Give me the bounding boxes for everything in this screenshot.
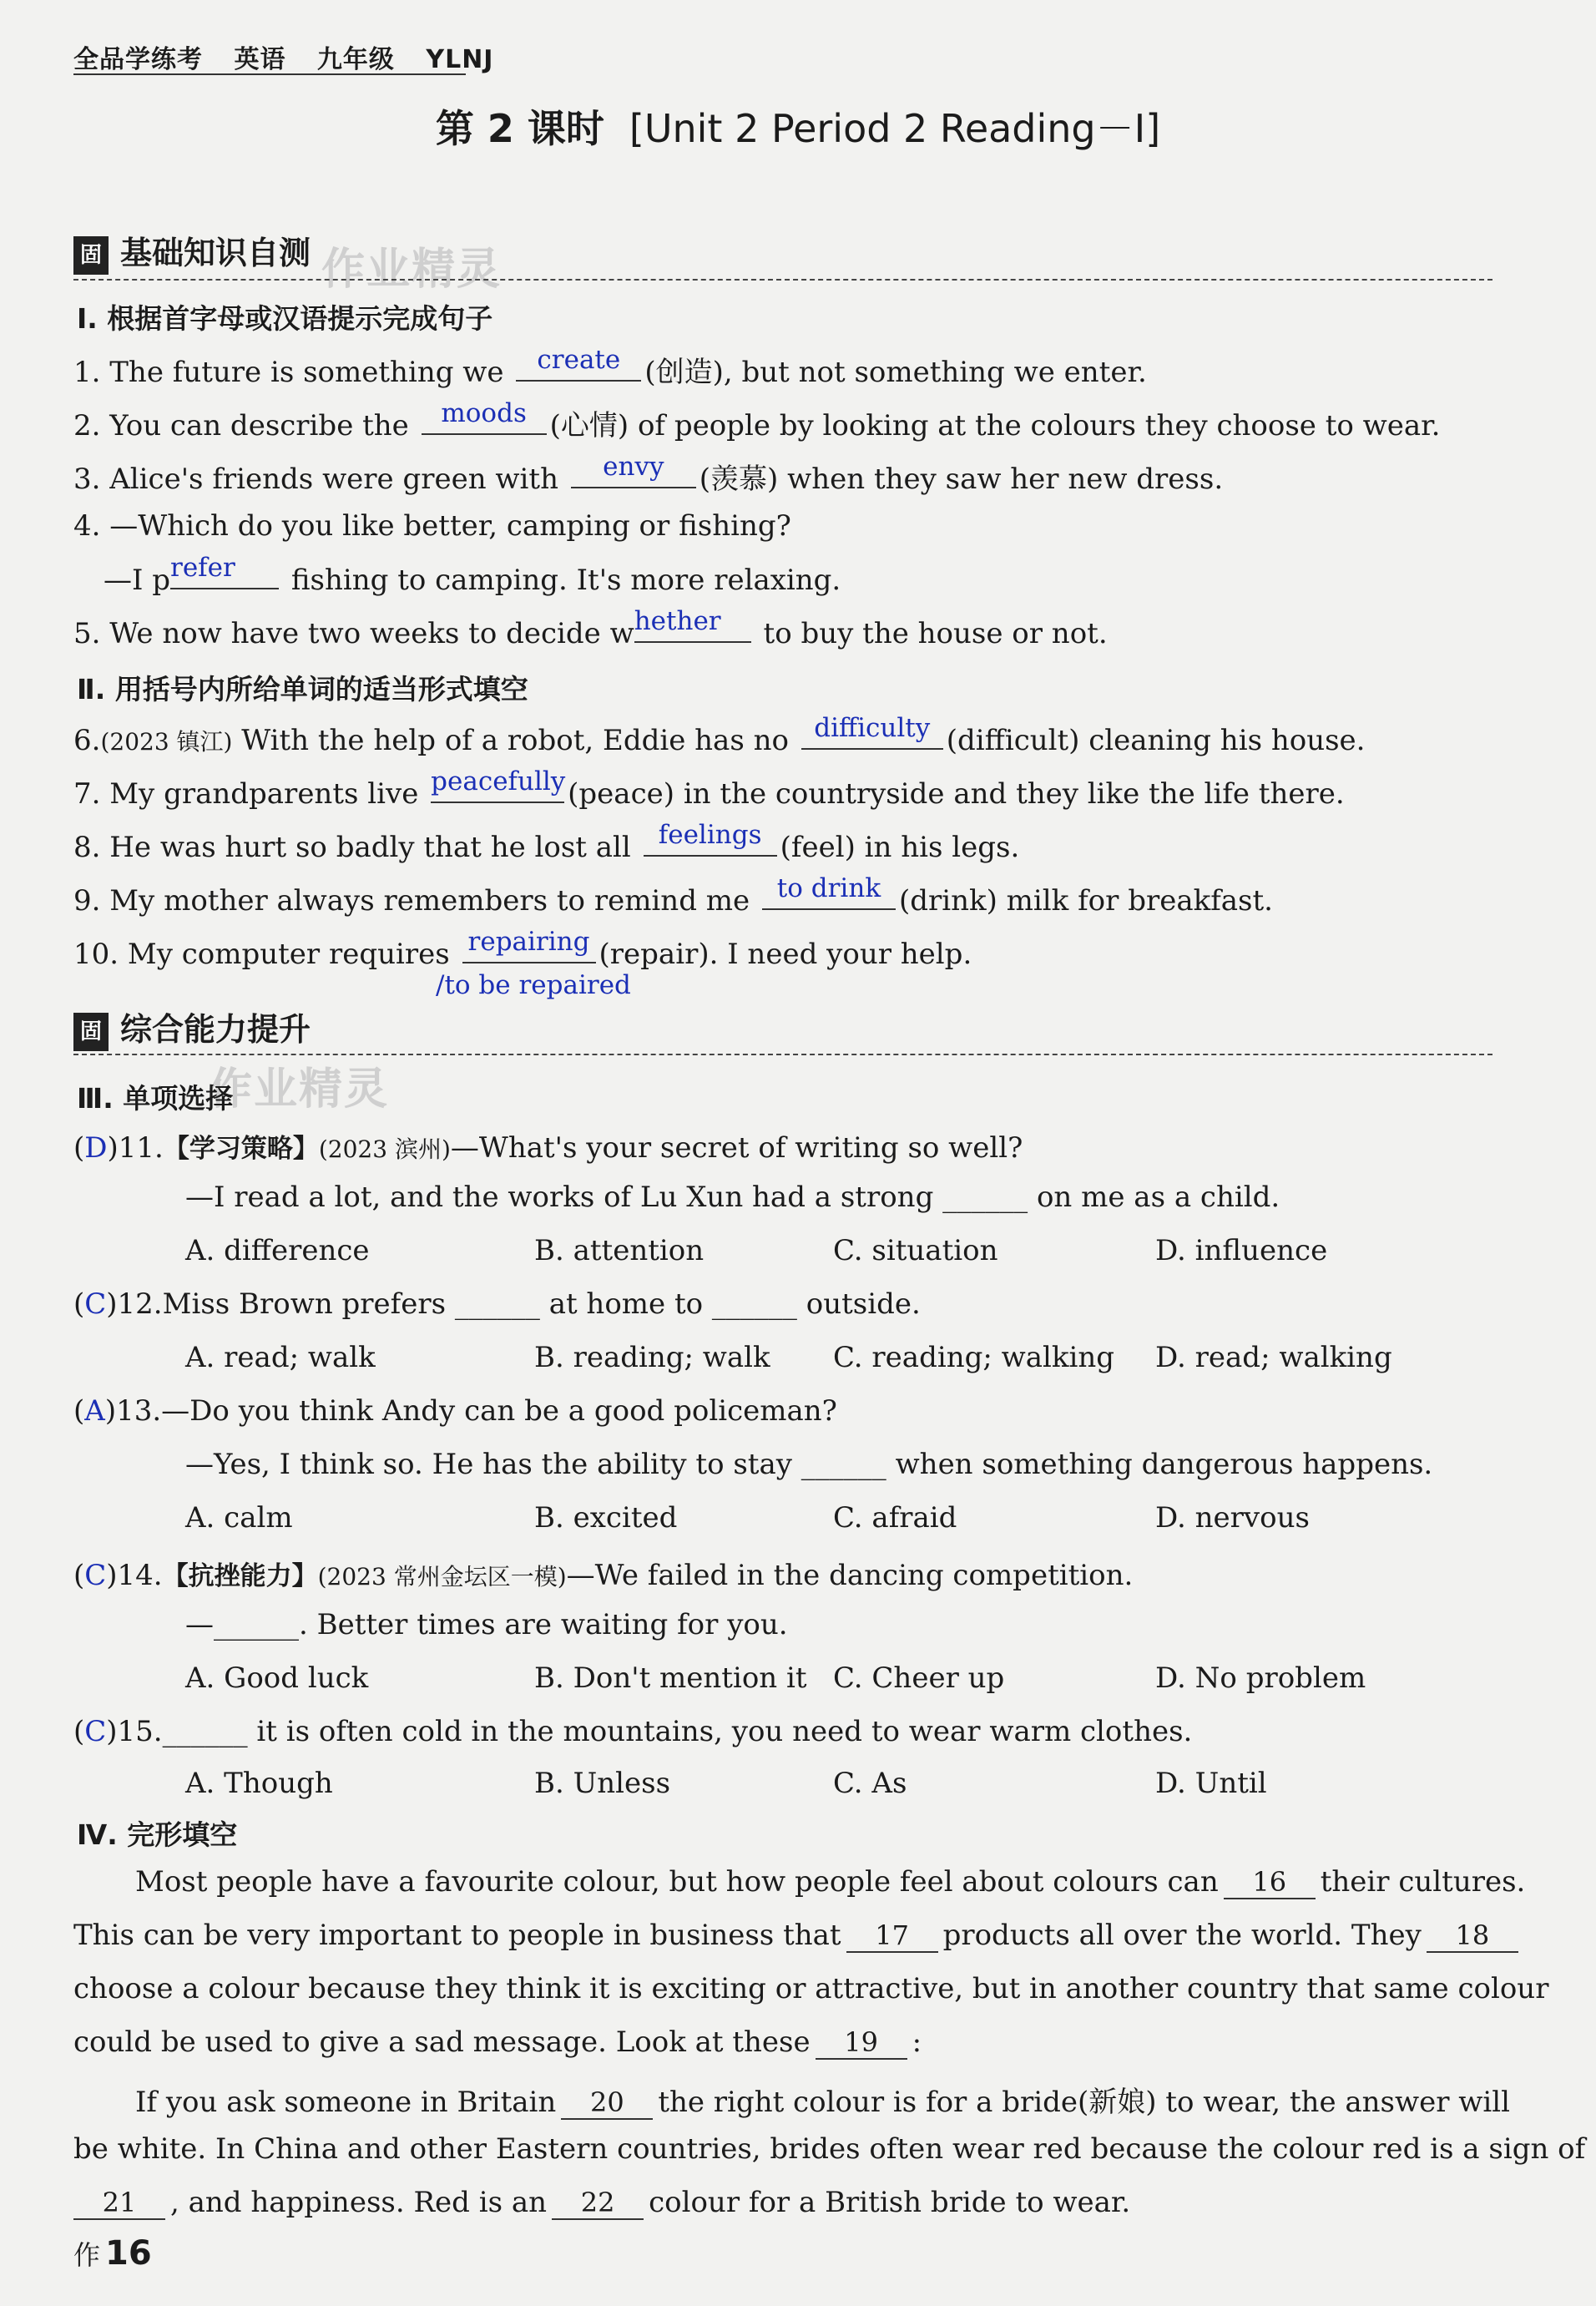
watermark: 作业精灵 xyxy=(321,245,503,295)
subject: 英语 xyxy=(234,45,286,74)
answer-blank: refer xyxy=(170,563,279,589)
answer-blank: difficulty xyxy=(801,723,943,750)
cloze-line-1: Most people have a favourite colour, but how people feel about colours can 16 their cultures. xyxy=(135,1865,1526,1899)
question-3: 3. Alice's friends were green with envy (羡慕) when they saw her new dress. xyxy=(73,452,1224,496)
mcq-15-option-a[interactable]: A. Though xyxy=(185,1767,333,1800)
cloze-line-5: If you ask someone in Britain 20 the right colour is for a bride(新娘) to wear, the answer will xyxy=(135,2086,1510,2119)
mcq-13: (A)13.—Do you think Andy can be a good policeman? xyxy=(73,1394,837,1428)
answer-blank: peacefully xyxy=(431,776,564,803)
page-number: 作 16 xyxy=(73,2234,152,2273)
mcq-14-option-a[interactable]: A. Good luck xyxy=(185,1661,369,1695)
question-2: 2. You can describe the moods (心情) of people by looking at the colours they choose to wear. xyxy=(73,398,1441,442)
cloze-line-2: This can be very important to people in business that 17 products all over the world. They 18 xyxy=(73,1919,1523,1953)
answer-blank: moods xyxy=(422,408,547,435)
cloze-blank: 17 xyxy=(846,1919,938,1953)
mcq-13-option-d[interactable]: D. nervous xyxy=(1155,1501,1310,1535)
mcq-15-option-b[interactable]: B. Unless xyxy=(534,1767,671,1800)
grade: 九年级 xyxy=(316,45,395,74)
mcq-14-option-b[interactable]: B. Don't mention it xyxy=(534,1661,807,1695)
cloze-blank: 21 xyxy=(73,2187,165,2220)
mcq-11: (D)11.【学习策略】(2023 滨州)—What's your secret of writing so well? xyxy=(73,1131,1023,1165)
section-title: 综合能力提升 xyxy=(120,1011,311,1048)
section-divider xyxy=(73,279,1492,281)
cloze-blank: 18 xyxy=(1427,1919,1518,1953)
mcq-12: (C)12.Miss Brown prefers ______ at home to ______ outside. xyxy=(73,1287,921,1321)
alt-answer: /to be repaired xyxy=(436,970,631,1000)
mcq-14-option-d[interactable]: D. No problem xyxy=(1155,1661,1366,1695)
mcq-12-option-d[interactable]: D. read; walking xyxy=(1155,1341,1392,1374)
section-advanced xyxy=(73,1004,311,1051)
mcq-13-option-b[interactable]: B. excited xyxy=(534,1501,678,1535)
mcq-12-option-b[interactable]: B. reading; walk xyxy=(534,1341,770,1374)
watermark: 作业精灵 xyxy=(209,1065,390,1115)
mcq-13-stem2: —Yes, I think so. He has the ability to stay ______ when something dangerous happens. xyxy=(185,1448,1433,1481)
question-4-reply: —I p refer fishing to camping. It's more relaxing. xyxy=(104,553,841,597)
brand: 全品学练考 xyxy=(73,45,203,74)
header-underline xyxy=(73,73,466,75)
answer-blank: feelings xyxy=(644,830,777,857)
mcq-11-option-b[interactable]: B. attention xyxy=(534,1234,705,1267)
mcq-11-option-d[interactable]: D. influence xyxy=(1155,1234,1328,1267)
mcq-15: (C)15.______ it is often cold in the mountains, you need to wear warm clothes. xyxy=(73,1715,1193,1748)
cloze-blank: 19 xyxy=(816,2026,907,2060)
cloze-blank: 22 xyxy=(552,2187,644,2220)
mcq-15-option-c[interactable]: C. As xyxy=(833,1767,907,1800)
question-4: 4. —Which do you like better, camping or fishing? xyxy=(73,509,791,543)
answer-blank: create xyxy=(516,355,641,382)
cloze-line-7: 21 , and happiness. Red is an 22 colour for a British bride to wear. xyxy=(73,2186,1130,2220)
page-title xyxy=(0,99,1596,154)
answer-blank: repairing xyxy=(462,937,596,963)
cloze-blank: 16 xyxy=(1224,1866,1316,1899)
answer-blank: envy xyxy=(571,462,696,488)
page-header xyxy=(73,38,515,75)
mcq-14-stem2: —______. Better times are waiting for you. xyxy=(185,1608,788,1641)
mcq-14: (C)14.【抗挫能力】(2023 常州金坛区一模)—We failed in the dancing competition. xyxy=(73,1559,1134,1592)
answer-blank: hether xyxy=(634,616,751,643)
section-icon: 固 xyxy=(73,1013,109,1051)
mcq-12-option-a[interactable]: A. read; walk xyxy=(185,1341,376,1374)
cloze-line-6: be white. In China and other Eastern countries, brides often wear red because the colour red is a sign of xyxy=(73,2132,1586,2166)
mcq-12-option-c[interactable]: C. reading; walking xyxy=(833,1341,1115,1374)
question-8: 8. He was hurt so badly that he lost all feelings (feel) in his legs. xyxy=(73,820,1020,864)
mcq-11-option-a[interactable]: A. difference xyxy=(185,1234,370,1267)
question-7: 7. My grandparents live peacefully (peace) in the countryside and they like the life there. xyxy=(73,766,1345,811)
answer-blank: to drink xyxy=(762,883,896,910)
mcq-14-option-c[interactable]: C. Cheer up xyxy=(833,1661,1005,1695)
section-basic xyxy=(73,227,311,275)
question-5: 5. We now have two weeks to decide w hether to buy the house or not. xyxy=(73,606,1108,650)
question-9: 9. My mother always remembers to remind me to drink (drink) milk for breakfast. xyxy=(73,873,1273,918)
cloze-line-3: choose a colour because they think it is exciting or attractive, but in another country that same colour xyxy=(73,1972,1549,2005)
mcq-13-option-a[interactable]: A. calm xyxy=(185,1501,293,1535)
question-6: 6.(2023 镇江) With the help of a robot, Eddie has no difficulty (difficult) cleaning his house. xyxy=(73,713,1366,757)
lesson-number: 第 2 课时 xyxy=(435,106,604,151)
section-title: 基础知识自测 xyxy=(120,235,311,271)
part-ii-heading: Ⅱ. 用括号内所给单词的适当形式填空 xyxy=(77,673,528,705)
mcq-11-option-c[interactable]: C. situation xyxy=(833,1234,998,1267)
cloze-blank: 20 xyxy=(561,2086,653,2120)
part-iv-heading: Ⅳ. 完形填空 xyxy=(77,1818,238,1851)
mcq-11-stem2: —I read a lot, and the works of Lu Xun had a strong ______ on me as a child. xyxy=(185,1181,1280,1214)
part-iii-heading: Ⅲ. 单项选择 xyxy=(77,1082,234,1115)
question-10: 10. My computer requires repairing (repair). I need your help. xyxy=(73,927,972,971)
question-1: 1. The future is something we create (创造), but not something we enter. xyxy=(73,345,1147,389)
unit-label: [Unit 2 Period 2 Reading－Ⅰ] xyxy=(629,106,1161,151)
mcq-13-option-c[interactable]: C. afraid xyxy=(833,1501,957,1535)
book-code: YLNJ xyxy=(426,45,494,74)
section-icon: 固 xyxy=(73,236,109,275)
part-i-heading: Ⅰ. 根据首字母或汉语提示完成句子 xyxy=(77,302,493,335)
mcq-15-option-d[interactable]: D. Until xyxy=(1155,1767,1267,1800)
cloze-line-4: could be used to give a sad message. Look at these 19 : xyxy=(73,2025,922,2059)
